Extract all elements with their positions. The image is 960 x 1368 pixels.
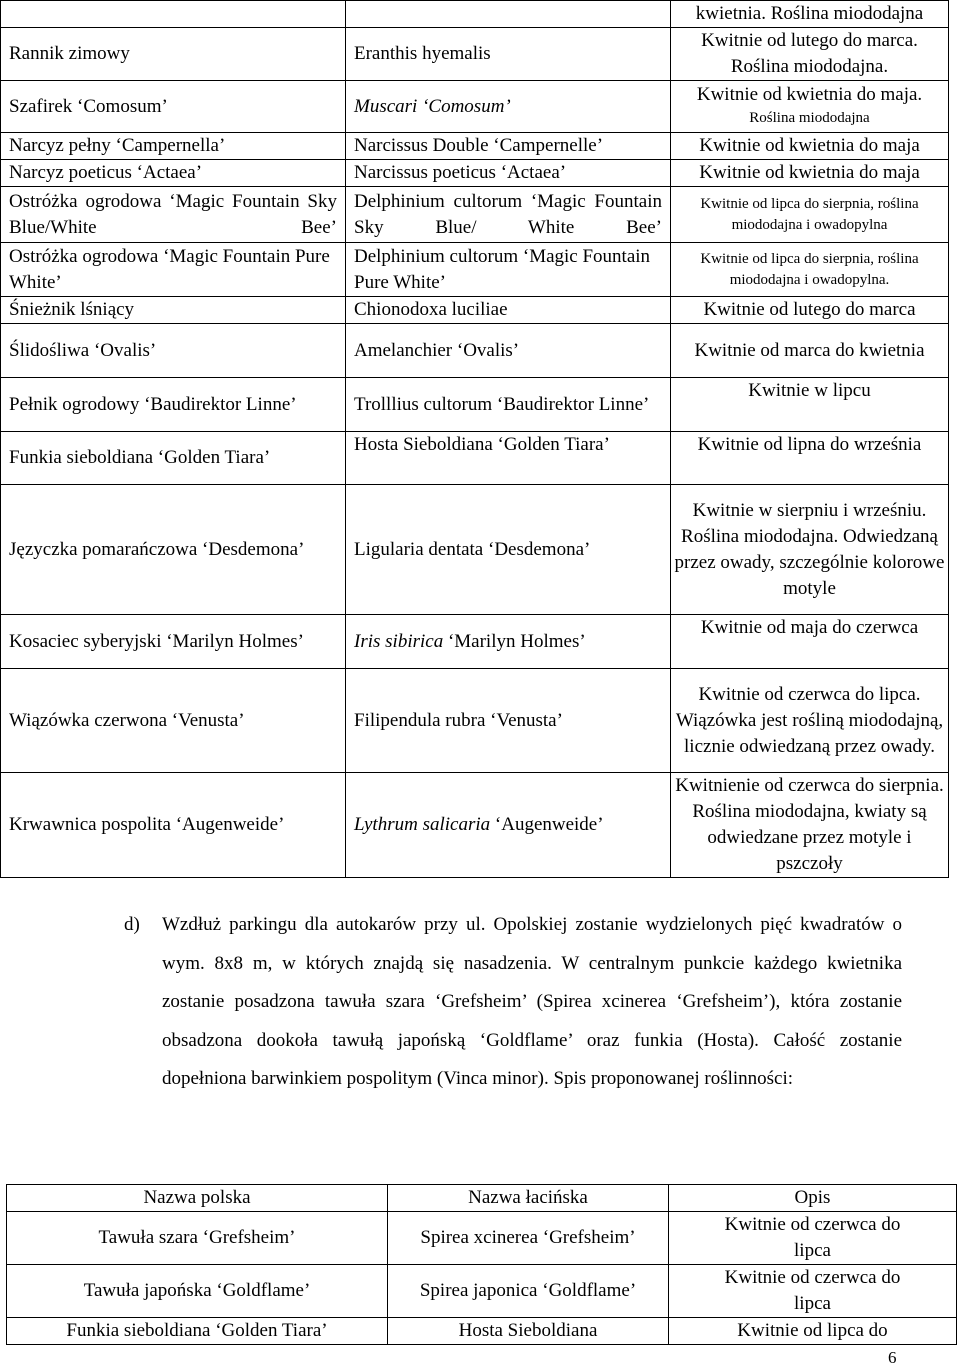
latin-name-cell: Eranthis hyemalis bbox=[346, 28, 671, 81]
description-cell: Kwitnie od czerwca do lipca bbox=[669, 1265, 957, 1318]
table-row bbox=[1, 81, 949, 133]
description-cell: Kwitnie w lipcu bbox=[671, 378, 949, 432]
polish-name-cell: Wiązówka czerwona ‘Venusta’ bbox=[1, 669, 346, 773]
description-cell: kwietnia. Roślina miododajna bbox=[671, 1, 949, 28]
latin-name-cell: Spirea japonica ‘Goldflame’ bbox=[388, 1265, 669, 1318]
polish-name-cell: Szafirek ‘Comosum’ bbox=[1, 81, 346, 133]
description-cell: Kwitnie od kwietnia do maja bbox=[671, 133, 949, 160]
polish-name-cell: Kosaciec syberyjski ‘Marilyn Holmes’ bbox=[1, 615, 346, 669]
latin-name-cell: Delphinium cultorum ‘Magic Fountain Sky Blue/ White Bee’ bbox=[346, 187, 671, 243]
latin-name-cell: Filipendula rubra ‘Venusta’ bbox=[346, 669, 671, 773]
latin-name-cell: Narcissus poeticus ‘Actaea’ bbox=[346, 160, 671, 187]
latin-genus-italic: Iris sibirica bbox=[354, 630, 444, 652]
description-note: Roślina miododajna bbox=[749, 110, 870, 126]
polish-name-cell bbox=[1, 1, 346, 28]
table-row bbox=[1, 133, 949, 160]
latin-genus-italic: Lythrum salicaria bbox=[354, 814, 491, 835]
table-row bbox=[1, 160, 949, 187]
page-number: 6 bbox=[888, 1348, 897, 1367]
polish-name-cell: Narcyz pełny ‘Campernella’ bbox=[1, 133, 346, 160]
polish-name-cell: Tawuła japońska ‘Goldflame’ bbox=[7, 1265, 388, 1318]
polish-name-cell: Pełnik ogrodowy ‘Baudirektor Linne’ bbox=[1, 378, 346, 432]
description-cell: Kwitnie w sierpniu i wrześniu. Roślina miododajna. Odwiedzaną przez owady, szczególnie kolorowe motyle bbox=[671, 485, 949, 615]
header-polish-name: Nazwa polska bbox=[7, 1185, 388, 1212]
latin-name-cell bbox=[346, 1, 671, 28]
latin-name-cell: Narcissus Double ‘Campernelle’ bbox=[346, 133, 671, 160]
latin-name-cell: Amelanchier ‘Ovalis’ bbox=[346, 324, 671, 378]
latin-name-cell: Ligularia dentata ‘Desdemona’ bbox=[346, 485, 671, 615]
polish-name-cell: Tawuła szara ‘Grefsheim’ bbox=[7, 1212, 388, 1265]
table-row bbox=[1, 187, 949, 243]
polish-name-cell: Rannik zimowy bbox=[1, 28, 346, 81]
latin-cultivar: ‘Marilyn Holmes’ bbox=[443, 630, 586, 652]
description-cell: Kwitnie od kwietnia do maja bbox=[671, 160, 949, 187]
description-cell: Kwitnie od lipca do sierpnia, roślina miododajna i owadopylna bbox=[671, 187, 949, 243]
latin-name-cell: Chionodoxa luciliae bbox=[346, 297, 671, 324]
polish-name-cell: Ostróżka ogrodowa ‘Magic Fountain Pure White’ bbox=[1, 243, 346, 297]
header-description: Opis bbox=[669, 1185, 957, 1212]
description-cell: Kwitnie od maja do czerwca bbox=[671, 615, 949, 669]
paragraph-text: Wzdłuż parkingu dla autokarów przy ul. Opolskiej zostanie wydzielonych pięć kwadratów o wym. 8x8 m, w których znajdą się nasadzenia. W centralnym punkcie każdego kwietnika zostanie posadzona tawuła szara ‘Grefsheim’ (Spirea xcinerea ‘Grefsheim’), która zostanie obsadzona dookoła tawułą japońską ‘Goldflame’ oraz funkia (Hosta). Całość zostanie dopełniona barwinkiem pospolitym (Vinca minor). Spis proponowanej roślinności: bbox=[162, 914, 902, 1090]
latin-name-cell bbox=[346, 615, 671, 669]
description-text: Kwitnie od kwietnia do maja. bbox=[696, 84, 923, 105]
latin-name-cell bbox=[346, 773, 671, 878]
latin-name-cell: Spirea xcinerea ‘Grefsheim’ bbox=[388, 1212, 669, 1265]
latin-name-cell: Trolllius cultorum ‘Baudirektor Linne’ bbox=[346, 378, 671, 432]
description-cell: Kwitnie od lipca do sierpnia, roślina miododajna i owadopylna. bbox=[671, 243, 949, 297]
table-row bbox=[1, 669, 949, 773]
table-row bbox=[1, 615, 949, 669]
table-row bbox=[1, 28, 949, 81]
table-row bbox=[1, 1, 949, 28]
table-row bbox=[1, 297, 949, 324]
description-cell: Kwitnie od lipna do września bbox=[671, 432, 949, 485]
table-row bbox=[1, 243, 949, 297]
table-row bbox=[7, 1318, 957, 1345]
description-cell bbox=[671, 81, 949, 133]
latin-name-cell: Hosta Sieboldiana ‘Golden Tiara’ bbox=[346, 432, 671, 485]
table-row bbox=[1, 378, 949, 432]
table-row bbox=[1, 773, 949, 878]
polish-name-cell: Ślidośliwa ‘Ovalis’ bbox=[1, 324, 346, 378]
description-cell: Kwitnienie od czerwca do sierpnia. Roślina miododajna, kwiaty są odwiedzane przez motyle i pszczoły bbox=[671, 773, 949, 878]
latin-name-cell: Delphinium cultorum ‘Magic Fountain Pure White’ bbox=[346, 243, 671, 297]
list-marker: d) bbox=[124, 914, 140, 935]
description-cell: Kwitnie od czerwca do lipca bbox=[669, 1212, 957, 1265]
description-cell: Kwitnie od marca do kwietnia bbox=[671, 324, 949, 378]
table-row bbox=[1, 432, 949, 485]
table-row bbox=[7, 1265, 957, 1318]
table-row bbox=[1, 324, 949, 378]
description-cell: Kwitnie od czerwca do lipca. Wiązówka jest rośliną miododajną, licznie odwiedzaną przez owady. bbox=[671, 669, 949, 773]
latin-cultivar: ‘Augenweide’ bbox=[490, 814, 604, 835]
latin-name-cell: Hosta Sieboldiana bbox=[388, 1318, 669, 1345]
polish-name-cell: Języczka pomarańczowa ‘Desdemona’ bbox=[1, 485, 346, 615]
table-row bbox=[7, 1212, 957, 1265]
description-cell: Kwitnie od lutego do marca bbox=[671, 297, 949, 324]
polish-name-cell: Ostróżka ogrodowa ‘Magic Fountain Sky Blue/White Bee’ bbox=[1, 187, 346, 243]
species-table bbox=[6, 1184, 957, 1345]
table-header-row bbox=[7, 1185, 957, 1212]
description-cell: Kwitnie od lipca do bbox=[669, 1318, 957, 1345]
table-row bbox=[1, 485, 949, 615]
paragraph-d bbox=[124, 906, 902, 1099]
polish-name-cell: Funkia sieboldiana ‘Golden Tiara’ bbox=[7, 1318, 388, 1345]
polish-name-cell: Funkia sieboldiana ‘Golden Tiara’ bbox=[1, 432, 346, 485]
latin-name-cell: Muscari ‘Comosum’ bbox=[346, 81, 671, 133]
description-cell: Kwitnie od lutego do marca. Roślina miododajna. bbox=[671, 28, 949, 81]
polish-name-cell: Śnieżnik lśniący bbox=[1, 297, 346, 324]
header-latin-name: Nazwa łacińska bbox=[388, 1185, 669, 1212]
polish-name-cell: Narcyz poeticus ‘Actaea’ bbox=[1, 160, 346, 187]
polish-name-cell: Krwawnica pospolita ‘Augenweide’ bbox=[1, 773, 346, 878]
